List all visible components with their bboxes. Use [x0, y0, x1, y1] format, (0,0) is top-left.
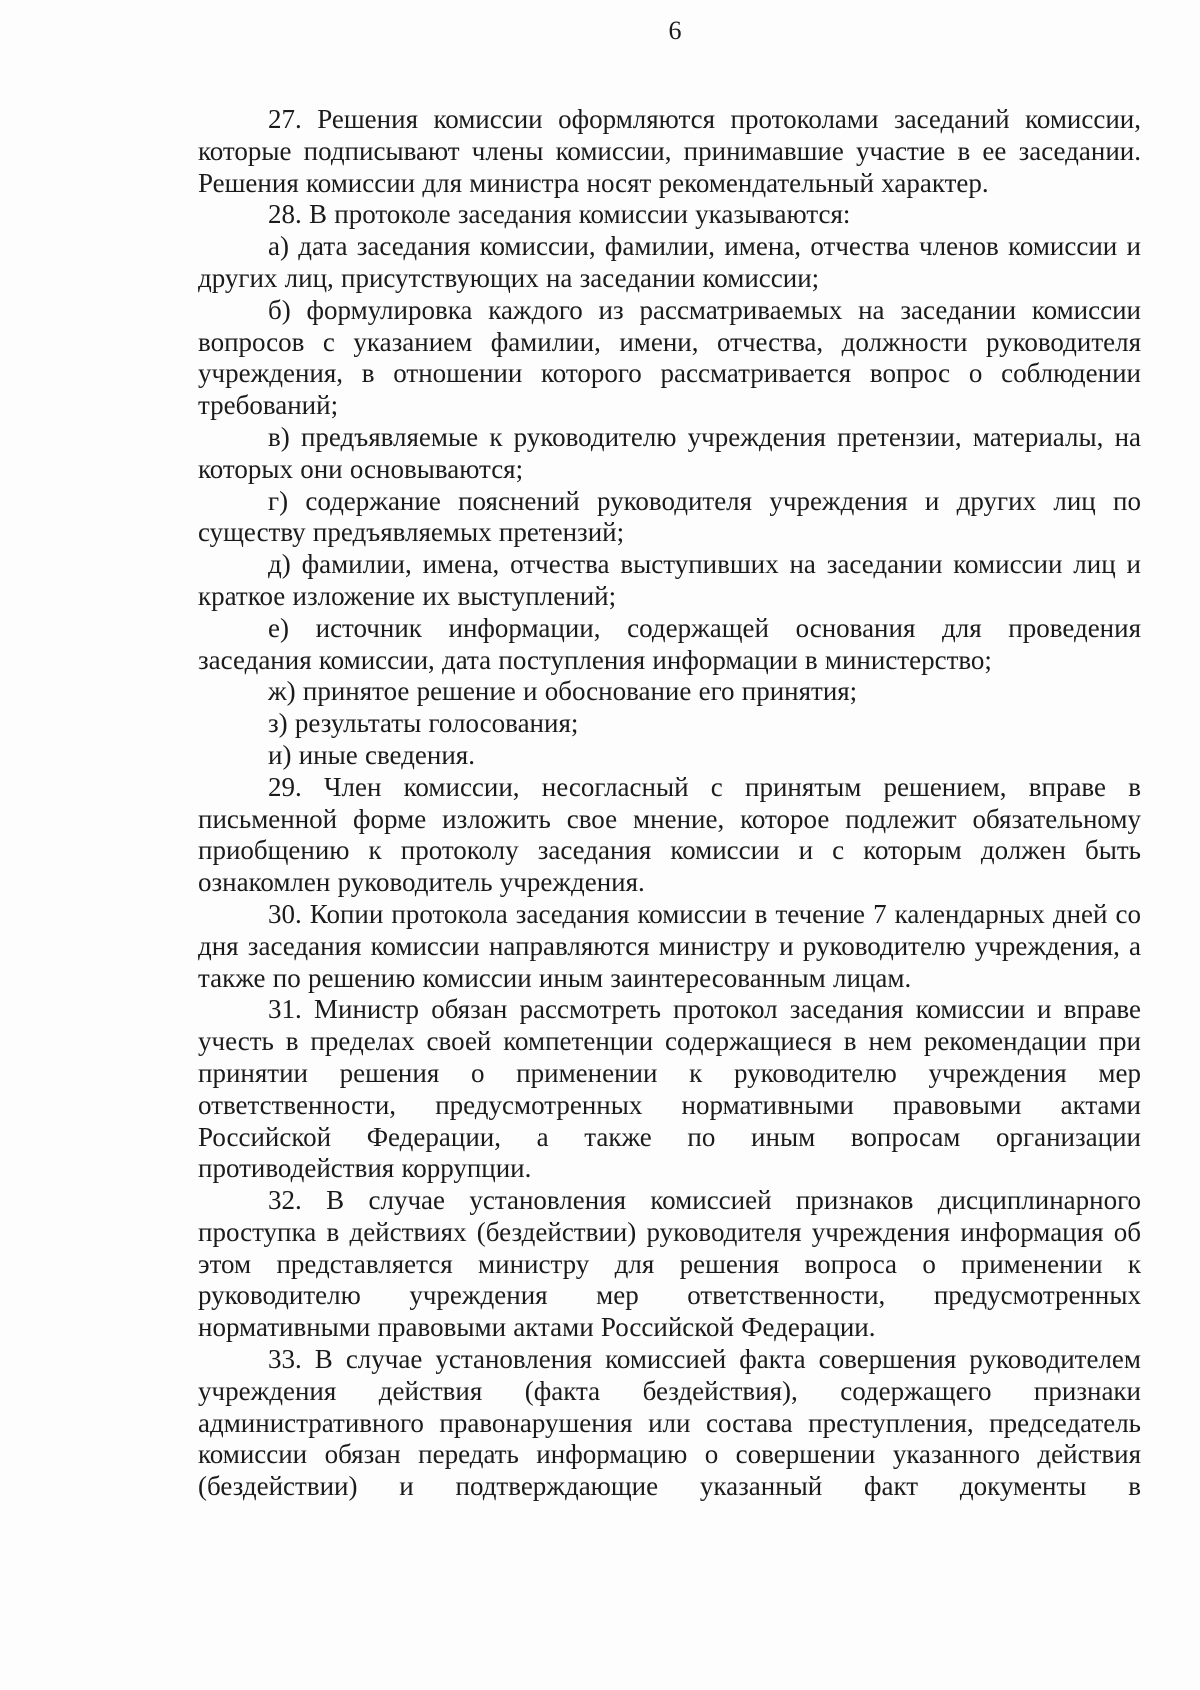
paragraph-28: 28. В протоколе заседания комиссии указываются: — [268, 199, 851, 230]
paragraph-29: 29. Член комиссии, несогласный с принятым решением, вправе в письменной форме изложить свое мнение, которое подлежит обязательному приобщению к протоколу заседания комиссии и с которым должен быть ознакомлен руководитель учреждения. — [198, 771, 1141, 898]
paragraph-28-zh: ж) принятое решение и обоснование его принятия; — [268, 676, 858, 707]
paragraph-28-v: в) предъявляемые к руководителю учреждения претензии, материалы, на которых они основываются; — [198, 421, 1141, 484]
paragraph-30: 30. Копии протокола заседания комиссии в течение 7 календарных дней со дня заседания комиссии направляются министру и руководителю учреждения, а также по решению комиссии иным заинтересованным лицам. — [198, 898, 1141, 993]
paragraph-32: 32. В случае установления комиссией признаков дисциплинарного проступка в действиях (бездействии) руководителя учреждения информация об этом представляется министру для решения вопроса о применении к руководителю учреждения мер ответственности, предусмотренных нормативными правовыми актами Российской Федерации. — [198, 1185, 1141, 1343]
page-number: 6 — [668, 16, 682, 45]
document-body — [198, 104, 1141, 1503]
paragraph-28-i: и) иные сведения. — [268, 739, 475, 770]
paragraph-28-a: а) дата заседания комиссии, фамилии, имена, отчества членов комиссии и других лиц, присутствующих на заседании комиссии; — [198, 231, 1141, 293]
paragraph-31: 31. Министр обязан рассмотреть протокол заседания комиссии и вправе учесть в пределах своей компетенции содержащиеся в нем рекомендации при принятии решения о применении к руководителю учреждения мер ответственности, предусмотренных нормативными правовыми актами Российской Федерации, а также по иным вопросам организации противодействия коррупции. — [198, 994, 1141, 1184]
paragraph-28-e: е) источник информации, содержащей основания для проведения заседания комиссии, дата поступления информации в министерство; — [198, 612, 1141, 675]
paragraph-28-b: б) формулировка каждого из рассматриваемых на заседании комиссии вопросов с указанием фамилии, имени, отчества, должности руководителя учреждения, в отношении которого рассматривается вопрос о соблюдении требований; — [198, 294, 1141, 421]
paragraph-28-d: д) фамилии, имена, отчества выступивших на заседании комиссии лиц и краткое изложение их выступлений; — [198, 549, 1141, 611]
paragraph-33: 33. В случае установления комиссией факта совершения руководителем учреждения действия (факта бездействия), содержащего признаки административного правонарушения или состава преступления, председатель комиссии обязан передать информацию о совершении указанного действия (бездействии) и подтверждающие указанный факт документы в — [198, 1344, 1141, 1502]
paragraph-28-g: г) содержание пояснений руководителя учреждения и других лиц по существу предъявляемых претензий; — [198, 485, 1141, 548]
paragraph-28-z: з) результаты голосования; — [268, 708, 579, 739]
paragraph-27: 27. Решения комиссии оформляются протоколами заседаний комиссии, которые подписывают члены комиссии, принимавшие участие в ее заседании. Решения комиссии для министра носят рекомендательный характер. — [198, 104, 1141, 198]
